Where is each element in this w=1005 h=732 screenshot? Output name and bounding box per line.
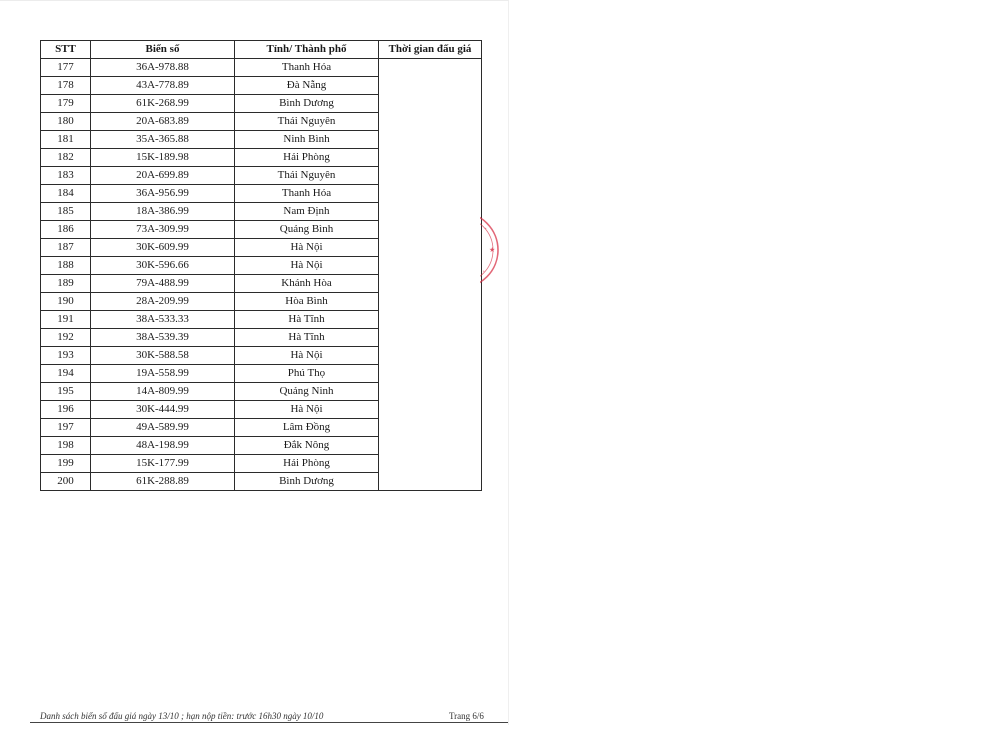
cell-plate: 14A-809.99 [91, 383, 235, 401]
cell-province: Phú Thọ [235, 365, 379, 383]
table-body [41, 59, 482, 491]
cell-plate: 20A-699.89 [91, 167, 235, 185]
cell-province: Đà Nẵng [235, 77, 379, 95]
cell-stt: 197 [41, 419, 91, 437]
cell-stt: 188 [41, 257, 91, 275]
cell-province: Hà Tĩnh [235, 311, 379, 329]
cell-stt: 177 [41, 59, 91, 77]
svg-text:•: • [482, 226, 488, 232]
cell-plate: 43A-778.89 [91, 77, 235, 95]
cell-province: Hà Nội [235, 257, 379, 275]
svg-text:•: • [482, 269, 487, 275]
cell-province: Đắk Nông [235, 437, 379, 455]
cell-province: Hải Phòng [235, 149, 379, 167]
cell-province: Hà Tĩnh [235, 329, 379, 347]
cell-plate: 79A-488.99 [91, 275, 235, 293]
cell-stt: 179 [41, 95, 91, 113]
cell-province: Hà Nội [235, 347, 379, 365]
cell-stt: 195 [41, 383, 91, 401]
header-auction-time: Thời gian đấu giá [379, 41, 482, 59]
cell-province: Ninh Bình [235, 131, 379, 149]
cell-plate: 73A-309.99 [91, 221, 235, 239]
svg-text:★: ★ [489, 246, 496, 254]
cell-plate: 18A-386.99 [91, 203, 235, 221]
cell-stt: 193 [41, 347, 91, 365]
cell-plate: 19A-558.99 [91, 365, 235, 383]
cell-stt: 186 [41, 221, 91, 239]
cell-province: Bình Dương [235, 473, 379, 491]
license-plates-table [40, 40, 482, 491]
cell-stt: 187 [41, 239, 91, 257]
cell-stt: 198 [41, 437, 91, 455]
cell-stt: 190 [41, 293, 91, 311]
red-stamp-seal-icon [480, 215, 504, 285]
footer-caption: Danh sách biển số đấu giá ngày 13/10 ; hạn nộp tiền: trước 16h30 ngày 10/10 [40, 711, 324, 721]
header-stt: STT [41, 41, 91, 59]
cell-province: Hà Nội [235, 239, 379, 257]
cell-stt: 178 [41, 77, 91, 95]
cell-plate: 35A-365.88 [91, 131, 235, 149]
cell-stt: 189 [41, 275, 91, 293]
header-plate: Biển số [91, 41, 235, 59]
cell-province: Nam Định [235, 203, 379, 221]
cell-plate: 61K-288.89 [91, 473, 235, 491]
cell-province: Quảng Bình [235, 221, 379, 239]
cell-province: Khánh Hòa [235, 275, 379, 293]
cell-province: Hòa Bình [235, 293, 379, 311]
cell-plate: 30K-588.58 [91, 347, 235, 365]
cell-plate: 30K-596.66 [91, 257, 235, 275]
cell-province: Thái Nguyên [235, 167, 379, 185]
cell-stt: 180 [41, 113, 91, 131]
cell-stt: 181 [41, 131, 91, 149]
cell-stt: 196 [41, 401, 91, 419]
footer-divider [30, 722, 508, 723]
cell-stt: 194 [41, 365, 91, 383]
plates-table-wrapper [40, 40, 482, 491]
cell-plate: 15K-177.99 [91, 455, 235, 473]
cell-province: Hải Phòng [235, 455, 379, 473]
cell-stt: 200 [41, 473, 91, 491]
cell-stt: 192 [41, 329, 91, 347]
cell-auction-time [379, 59, 482, 491]
cell-plate: 49A-589.99 [91, 419, 235, 437]
page-number: Trang 6/6 [449, 711, 484, 721]
cell-plate: 36A-956.99 [91, 185, 235, 203]
cell-province: Thái Nguyên [235, 113, 379, 131]
cell-plate: 38A-539.39 [91, 329, 235, 347]
cell-province: Hà Nội [235, 401, 379, 419]
table-row [41, 59, 482, 77]
cell-stt: 199 [41, 455, 91, 473]
cell-province: Lâm Đồng [235, 419, 379, 437]
cell-stt: 182 [41, 149, 91, 167]
cell-stt: 191 [41, 311, 91, 329]
cell-plate: 28A-209.99 [91, 293, 235, 311]
cell-stt: 183 [41, 167, 91, 185]
cell-province: Thanh Hóa [235, 59, 379, 77]
cell-plate: 30K-444.99 [91, 401, 235, 419]
cell-plate: 61K-268.99 [91, 95, 235, 113]
cell-province: Quảng Ninh [235, 383, 379, 401]
cell-plate: 48A-198.99 [91, 437, 235, 455]
cell-plate: 15K-189.98 [91, 149, 235, 167]
cell-plate: 38A-533.33 [91, 311, 235, 329]
cell-province: Bình Dương [235, 95, 379, 113]
cell-plate: 30K-609.99 [91, 239, 235, 257]
cell-stt: 184 [41, 185, 91, 203]
header-province: Tỉnh/ Thành phố [235, 41, 379, 59]
cell-stt: 185 [41, 203, 91, 221]
cell-plate: 20A-683.89 [91, 113, 235, 131]
cell-plate: 36A-978.88 [91, 59, 235, 77]
table-header-row [41, 41, 482, 59]
cell-province: Thanh Hóa [235, 185, 379, 203]
